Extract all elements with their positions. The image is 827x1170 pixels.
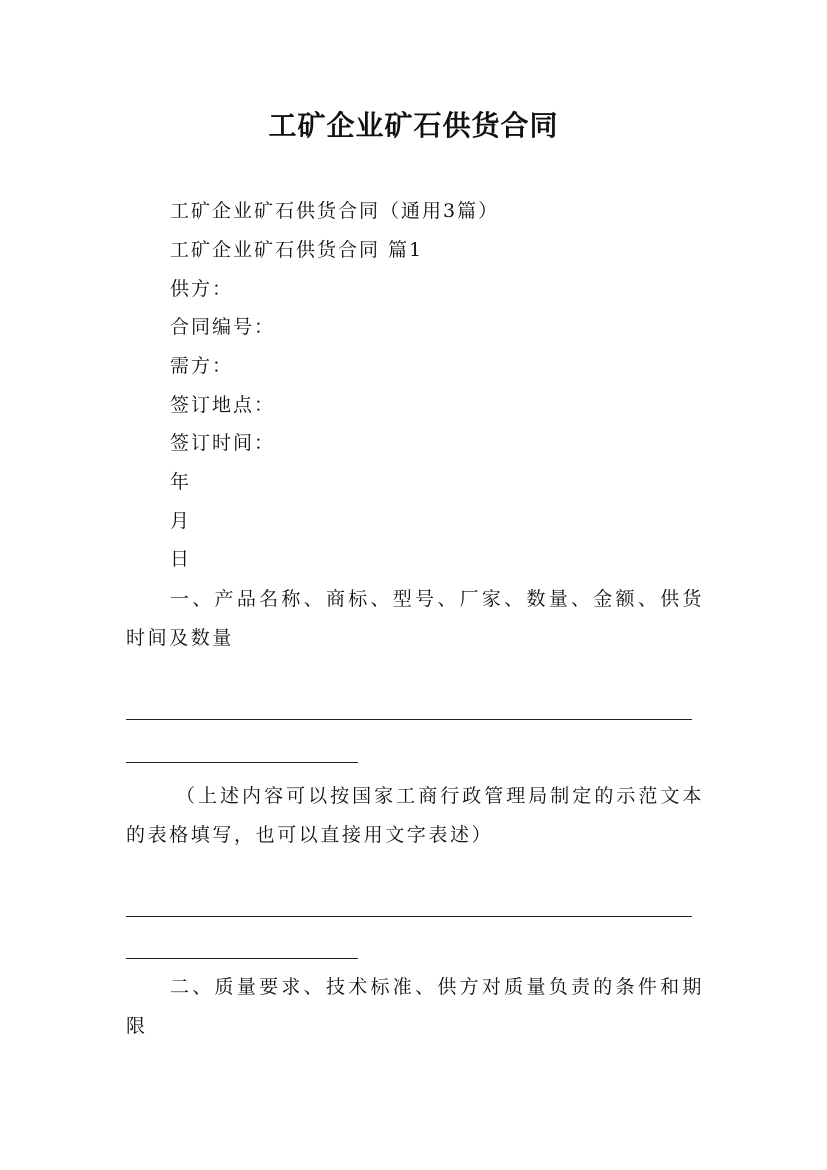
- month-label: 月: [170, 510, 192, 532]
- section-2-heading: 二、质量要求、技术标准、供方对质量负责的条件和期限: [126, 976, 704, 1037]
- contract-number-label: 合同编号：: [170, 316, 276, 338]
- section-1-heading: 一、产品名称、商标、型号、厂家、数量、金额、供货时间及数量: [126, 588, 704, 649]
- fill-line: [126, 916, 692, 917]
- article-heading: 工矿企业矿石供货合同 篇1: [170, 239, 424, 261]
- fill-line: [126, 958, 358, 959]
- format-note: （上述内容可以按国家工商行政管理局制定的示范文本的表格填写，也可以直接用文字表述）: [126, 785, 704, 846]
- document-title: 工矿企业矿石供货合同: [268, 109, 559, 142]
- fill-line: [126, 762, 358, 763]
- buyer-label: 需方：: [170, 355, 234, 377]
- sign-place-label: 签订地点：: [170, 394, 276, 416]
- collection-heading: 工矿企业矿石供货合同（通用3篇）: [170, 200, 500, 222]
- fill-line: [126, 719, 692, 720]
- supplier-label: 供方：: [170, 278, 234, 300]
- year-label: 年: [170, 471, 192, 493]
- sign-time-label: 签订时间：: [170, 432, 276, 454]
- day-label: 日: [170, 548, 192, 570]
